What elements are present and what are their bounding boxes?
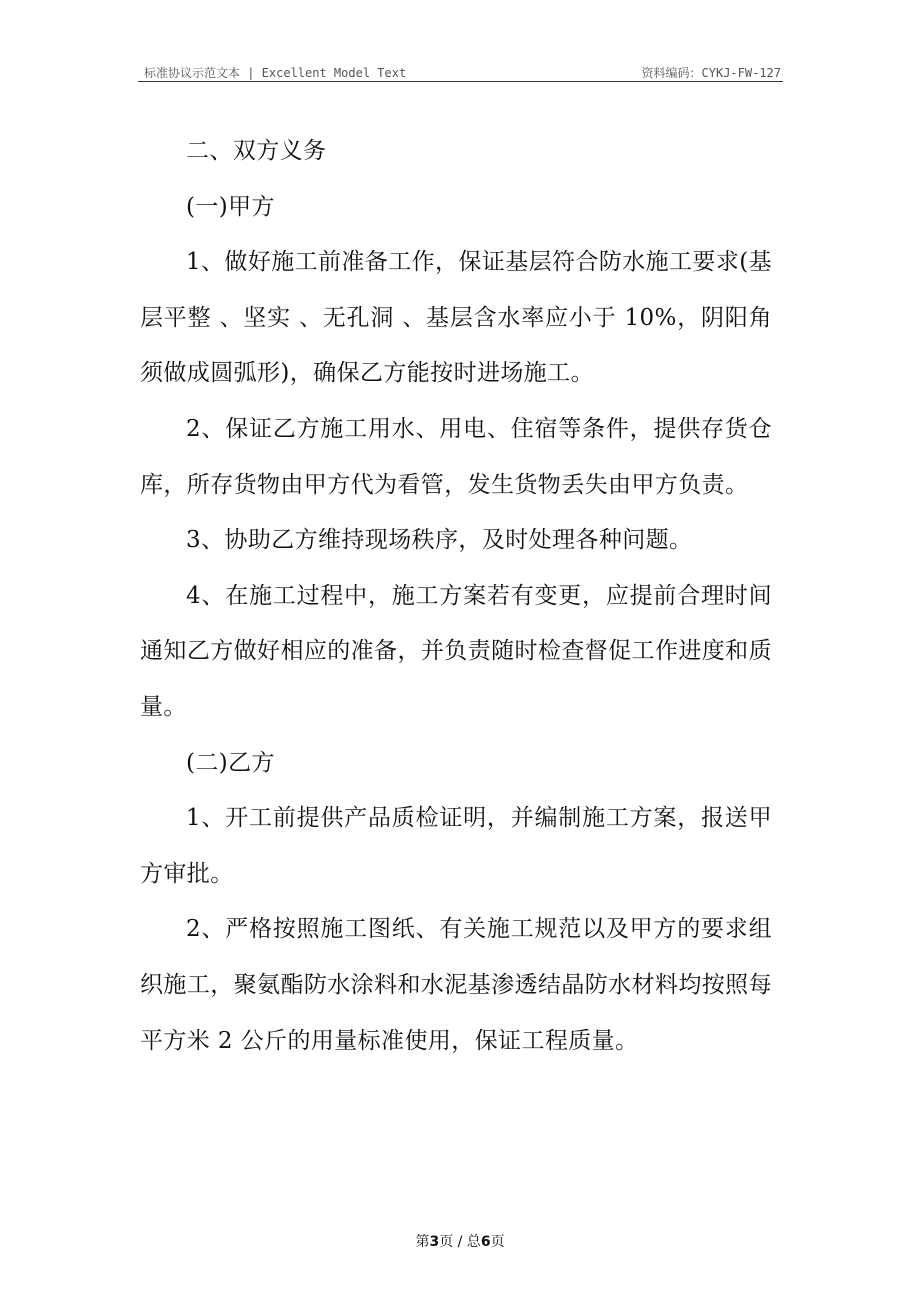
footer-prefix: 第 <box>415 1234 430 1250</box>
clause-a2: 2、保证乙方施工用水、用电、住宿等条件，提供存货仓库，所存货物由甲方代为看管，发生货物丢失由甲方负责。 <box>140 415 772 498</box>
header-divider <box>138 81 783 82</box>
page-footer <box>0 1231 920 1251</box>
subsection-heading-party-a: (一)甲方 <box>186 193 275 220</box>
clause-a1: 1、做好施工前准备工作，保证基层符合防水施工要求(基层平整 、坚实 、无孔洞 、基层含水率应小于 10%，阴阳角须做成圆弧形)，确保乙方能按时进场施工。 <box>140 249 773 387</box>
page-header <box>138 62 783 82</box>
total-pages-number: 6 <box>480 1234 491 1250</box>
section-heading: 二、双方义务 <box>186 138 327 164</box>
footer-mid: 页 / 总 <box>439 1234 481 1250</box>
clause-b2: 2、严格按照施工图纸、有关施工规范以及甲方的要求组织施工，聚氨酯防水涂料和水泥基渗透结晶防水材料均按照每平方米 2 公斤的用量标准使用，保证工程质量。 <box>140 916 772 1054</box>
clause-a4: 4、在施工过程中，施工方案若有变更，应提前合理时间通知乙方做好相应的准备，并负责随时检查督促工作进度和质量。 <box>140 582 772 720</box>
header-doc-label: 标准协议示范文本 | Excellent Model Text <box>144 66 407 80</box>
footer-suffix: 页 <box>490 1234 505 1250</box>
clause-b1: 1、开工前提供产品质检证明，并编制施工方案，报送甲方审批。 <box>140 805 772 887</box>
clause-a3: 3、协助乙方维持现场秩序，及时处理各种问题。 <box>186 527 693 554</box>
header-doc-code: 资料编码：CYKJ-FW-127 <box>641 66 781 80</box>
current-page-number: 3 <box>429 1234 440 1250</box>
document-body <box>140 124 772 1069</box>
subsection-heading-party-b: (二)乙方 <box>186 749 275 776</box>
